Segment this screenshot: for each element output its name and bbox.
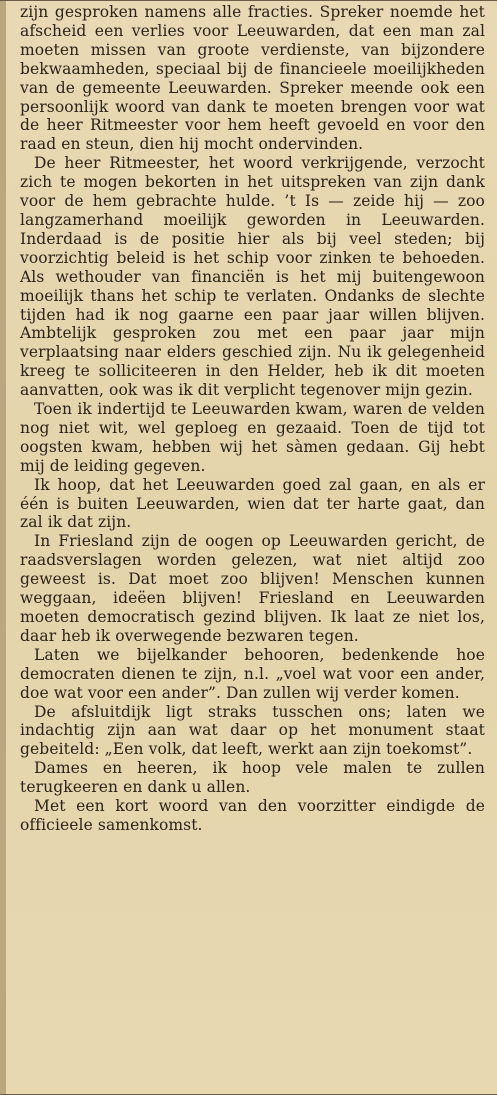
paragraph-4: Ik hoop, dat het Leeuwarden goed zal gaan, en als er één is buiten Leeuwarden, wien dat ter harte gaat, dan zal ik dat zijn.	[20, 475, 485, 532]
paragraph-2: De heer Ritmeester, het woord verkrijgende, verzocht zich te mogen bekorten in het uitspreken van zijn dank voor de hem gebrachte hulde. ’t Is — zeide hij — zoo langzamerhand moeilijk geworden in Leeuwarden. Inderdaad is de positie hier als bij veel steden; bij voorzichtig beleid is het schip voor zinken te behoeden. Als wethouder van financiën is het mij buitengewoon moeilijk thans het schip te verlaten. Ondanks de slechte tijden had ik nog gaarne een paar jaar willen blijven. Ambtelijk gesproken zou met een paar jaar mijn verplaatsing naar elders geschied zijn. Nu ik gelegenheid kreeg te solliciteeren in den Helder, heb ik dit moeten aanvatten, ook was ik dit verplicht tegenover mijn gezin.	[20, 154, 485, 400]
paragraph-7: De afsluitdijk ligt straks tusschen ons; laten we indachtig zijn aan wat daar op het monument staat gebeiteld: „Een volk, dat leeft, werkt aan zijn toekomst”.	[20, 702, 485, 759]
paragraph-8: Dames en heeren, ik hoop vele malen te zullen terugkeeren en dank u allen.	[20, 759, 485, 797]
paragraph-1: zijn gesproken namens alle fracties. Spreker noemde het afscheid een verlies voor Leeuwarden, dat een man zal moeten missen van groote verdienste, van bijzondere bekwaamheden, speciaal bij de financieele moeilijkheden van de gemeente Leeuwarden. Spreker meende ook een persoonlijk woord van dank te moeten brengen voor wat de heer Ritmeester voor hem heeft gevoeld en voor den raad en steun, dien hij mocht ondervinden.	[20, 3, 485, 154]
paragraph-3: Toen ik indertijd te Leeuwarden kwam, waren de velden nog niet wit, wel geploeg en gezaaid. Toen de tijd tot oogsten kwam, hebben wij het sàmen gedaan. Gij hebt mij de leiding gegeven.	[20, 400, 485, 475]
article-body	[20, 3, 485, 835]
paragraph-9: Met een kort woord van den voorzitter eindigde de officieele samenkomst.	[20, 797, 485, 834]
paragraph-6: Laten we bijelkander behooren, bedenkende hoe democraten dienen te zijn, n.l. „voel wat voor een ander, doe wat voor een ander”. Dan zullen wij verder komen.	[20, 645, 485, 702]
paragraph-5: In Friesland zijn de oogen op Leeuwarden gericht, de raadsverslagen worden gelezen, wat niet altijd zoo geweest is. Dat moet zoo blijven! Menschen kunnen weggaan, ideëen blijven! Friesland en Leeuwarden moeten democratisch gezind blijven. Ik laat ze niet los, daar heb ik overwegende bezwaren tegen.	[20, 532, 485, 645]
